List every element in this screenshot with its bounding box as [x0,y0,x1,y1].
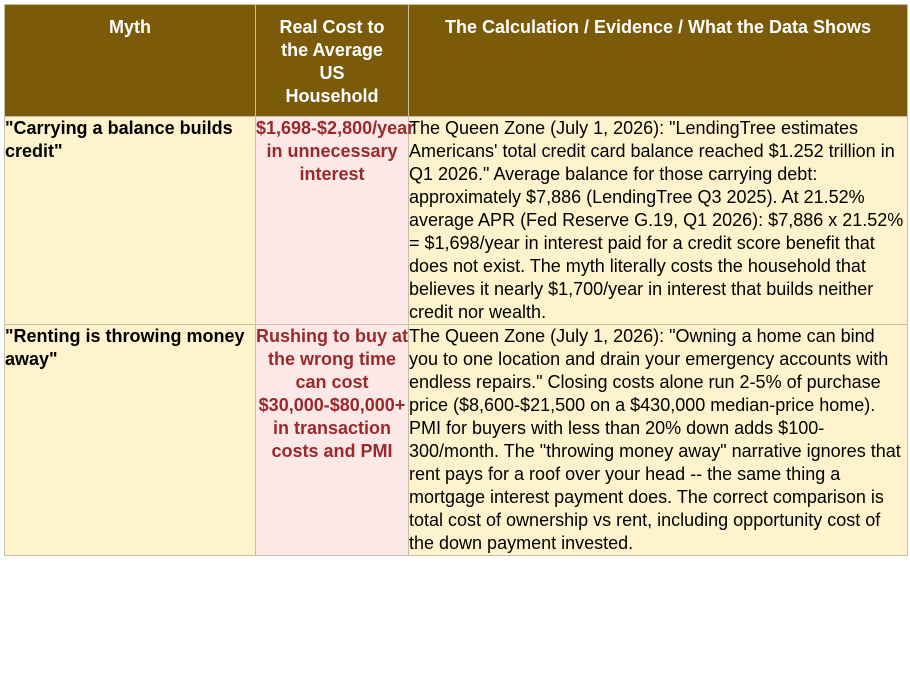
evidence-cell: The Queen Zone (July 1, 2026): "Owning a home can bind you to one location and drain your emergency accounts with endless repairs." Closing costs alone run 2-5% of purchase price ($8,600-$21,500 on a $430,000 median-price home). PMI for buyers with less than 20% down adds $100-300/month. The "throwing money away" narrative ignores that rent pays for a roof over your head -- the same thing a mortgage interest payment does. The correct comparison is total cost of ownership vs rent, including opportunity cost of the down payment invested. [409,325,908,556]
myth-cost-table [4,4,908,556]
header-evidence [409,5,908,117]
cost-cell: $1,698-$2,800/year in unnecessary interest [256,117,409,325]
evidence-cell: The Queen Zone (July 1, 2026): "LendingTree estimates Americans' total credit card balance reached $1.252 trillion in Q1 2026." Average balance for those carrying debt: approximately $7,886 (LendingTree Q3 2025). At 21.52% average APR (Fed Reserve G.19, Q1 2026): $7,886 x 21.52% = $1,698/year in interest paid for a credit score benefit that does not exist. The myth literally costs the household that believes it nearly $1,700/year in interest that builds neither credit nor wealth. [409,117,908,325]
myth-cell: "Renting is throwing money away" [5,325,256,556]
header-myth [5,5,256,117]
table-header-row [5,5,908,117]
header-real-cost [256,5,409,117]
myth-cell: "Carrying a balance builds credit" [5,117,256,325]
cost-cell: Rushing to buy at the wrong time can cost $30,000-$80,000+ in transaction costs and PMI [256,325,409,556]
header-real-cost-label: Real Cost to the Average US Household [279,17,385,106]
header-evidence-label: The Calculation / Evidence / What the Data Shows [444,17,872,37]
table-row [5,117,908,325]
header-myth-label: Myth [109,17,151,37]
table-row [5,325,908,556]
